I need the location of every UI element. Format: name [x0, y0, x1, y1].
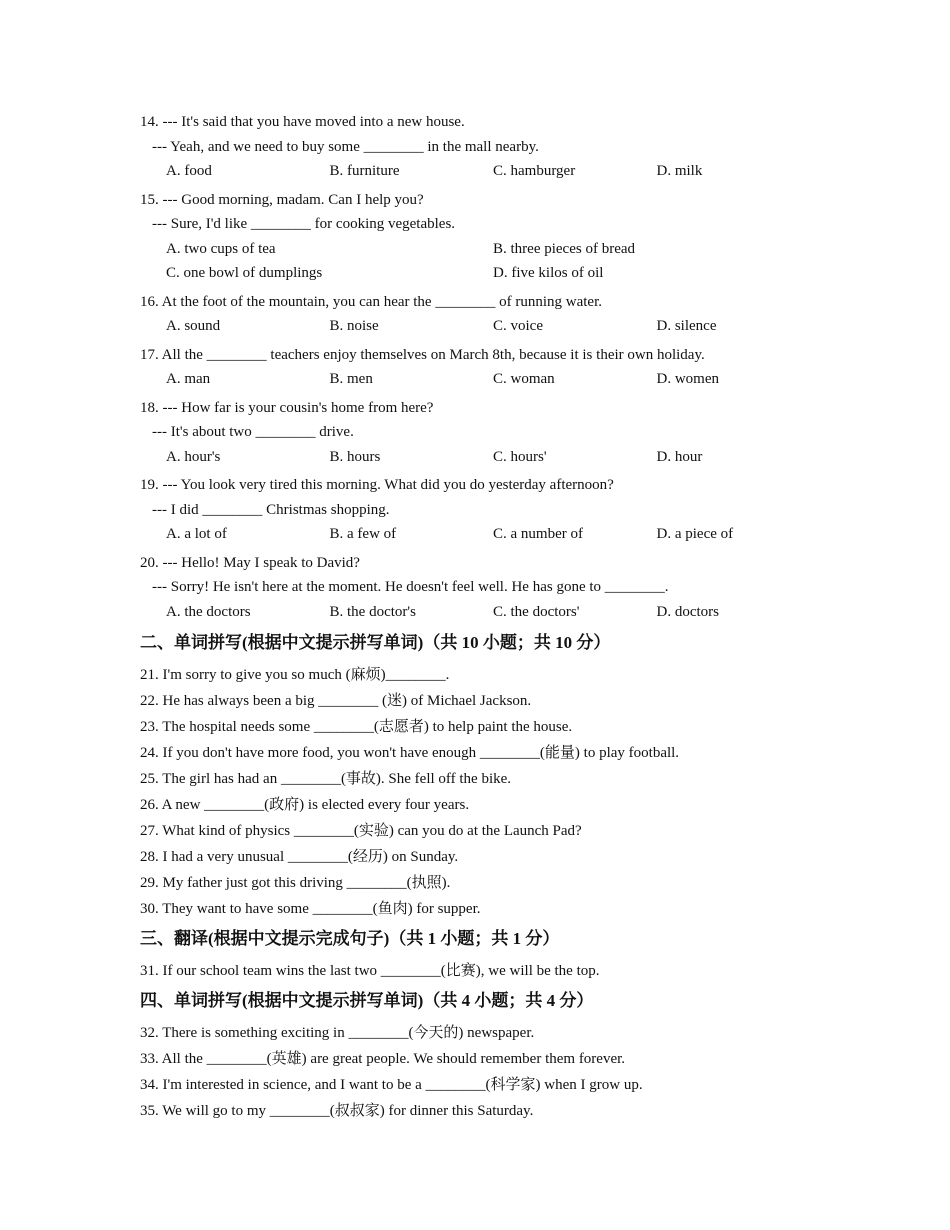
fill-item-26: 26. A new ________(政府) is elected every four years. [140, 797, 470, 813]
fill-item-28: 28. I had a very unusual ________(经历) on Sunday. [140, 849, 459, 865]
fill-item-27: 27. What kind of physics ________(实验) can you do at the Launch Pad? [140, 823, 582, 839]
option-d: D. doctors [656, 603, 719, 620]
option-c: C. a number of [493, 526, 583, 542]
question-answer-line: --- Yeah, and we need to buy some ________ in the mall nearby. [152, 138, 539, 155]
option-d: D. five kilos of oil [493, 265, 604, 281]
question-19 [140, 473, 820, 547]
option-d: D. women [656, 371, 719, 387]
fill-item-29: 29. My father just got this driving ________(执照). [140, 875, 451, 891]
section-heading-word-spelling: 二、单词拼写(根据中文提示拼写单词)（共 10 小题；共 10 分） [140, 633, 611, 652]
question-stem: 15. --- Good morning, madam. Can I help you? [140, 191, 424, 208]
option-d: D. silence [656, 318, 717, 334]
option-a: A. the doctors [166, 603, 251, 620]
fill-item-24: 24. If you don't have more food, you won't have enough ________(能量) to play football. [140, 745, 680, 761]
question-answer-line: --- Sure, I'd like ________ for cooking vegetables. [152, 216, 456, 232]
options-row [140, 237, 820, 262]
question-16 [140, 290, 820, 339]
option-a: A. food [166, 163, 212, 179]
fill-item-21: 21. I'm sorry to give you so much (麻烦)________. [140, 667, 450, 683]
question-stem: 16. At the foot of the mountain, you can hear the ________ of running water. [140, 293, 602, 310]
option-a: A. a lot of [166, 526, 227, 542]
question-answer-line: --- I did ________ Christmas shopping. [152, 501, 390, 518]
option-d: D. hour [656, 448, 703, 465]
option-a: A. sound [166, 318, 221, 334]
option-a: A. two cups of tea [166, 240, 276, 257]
fill-item-23: 23. The hospital needs some ________(志愿者) to help paint the house. [140, 719, 573, 735]
fill-item-33: 33. All the ________(英雄) are great people. We should remember them forever. [140, 1051, 626, 1067]
option-b: B. a few of [329, 526, 397, 542]
options-row [140, 367, 820, 392]
option-b: B. three pieces of bread [493, 240, 636, 257]
question-18 [140, 396, 820, 470]
fill-item-35: 35. We will go to my ________(叔叔家) for dinner this Saturday. [140, 1103, 534, 1119]
option-c: C. hamburger [493, 163, 576, 179]
question-stem: 19. --- You look very tired this morning. What did you do yesterday afternoon? [140, 477, 614, 493]
option-b: B. furniture [329, 163, 400, 179]
options-row [140, 445, 820, 470]
option-c: C. hours' [493, 448, 547, 465]
section-heading-word-spelling-2: 四、单词拼写(根据中文提示拼写单词)（共 4 小题；共 4 分） [140, 991, 594, 1010]
question-stem: 20. --- Hello! May I speak to David? [140, 554, 360, 571]
option-b: B. the doctor's [329, 603, 416, 620]
fill-item-22: 22. He has always been a big ________ (迷) of Michael Jackson. [140, 693, 532, 709]
fill-item-34: 34. I'm interested in science, and I want to be a ________(科学家) when I grow up. [140, 1077, 643, 1093]
options-row [140, 600, 820, 625]
fill-item-32: 32. There is something exciting in ________(今天的) newspaper. [140, 1025, 535, 1041]
option-a: A. man [166, 371, 211, 387]
fill-item-25: 25. The girl has had an ________(事故). She fell off the bike. [140, 771, 512, 787]
fill-item-30: 30. They want to have some ________(鱼肉) for supper. [140, 901, 481, 917]
option-a: A. hour's [166, 448, 221, 465]
option-d: D. a piece of [656, 526, 734, 542]
options-row [140, 522, 820, 547]
option-b: B. hours [329, 448, 381, 465]
question-answer-line: --- Sorry! He isn't here at the moment. He doesn't feel well. He has gone to ________. [152, 579, 669, 595]
exam-content [140, 110, 820, 1124]
question-stem: 17. All the ________ teachers enjoy themselves on March 8th, because it is their own holiday. [140, 346, 705, 363]
option-b: B. men [329, 371, 373, 387]
option-d: D. milk [656, 163, 703, 179]
question-answer-line: --- It's about two ________ drive. [152, 424, 354, 440]
option-c: C. the doctors' [493, 603, 580, 620]
question-stem: 18. --- How far is your cousin's home from here? [140, 399, 434, 416]
question-20 [140, 551, 820, 625]
question-stem: 14. --- It's said that you have moved into a new house. [140, 114, 465, 130]
option-c: C. woman [493, 371, 555, 387]
question-14 [140, 110, 820, 184]
options-row [140, 261, 820, 286]
option-c: C. one bowl of dumplings [166, 265, 323, 281]
options-row [140, 159, 820, 184]
question-15 [140, 188, 820, 286]
section-heading-translation: 三、翻译(根据中文提示完成句子)（共 1 小题；共 1 分） [140, 929, 560, 948]
question-17 [140, 343, 820, 392]
options-row [140, 314, 820, 339]
option-b: B. noise [329, 318, 379, 334]
option-c: C. voice [493, 318, 543, 334]
fill-item-31: 31. If our school team wins the last two ________(比赛), we will be the top. [140, 963, 600, 979]
